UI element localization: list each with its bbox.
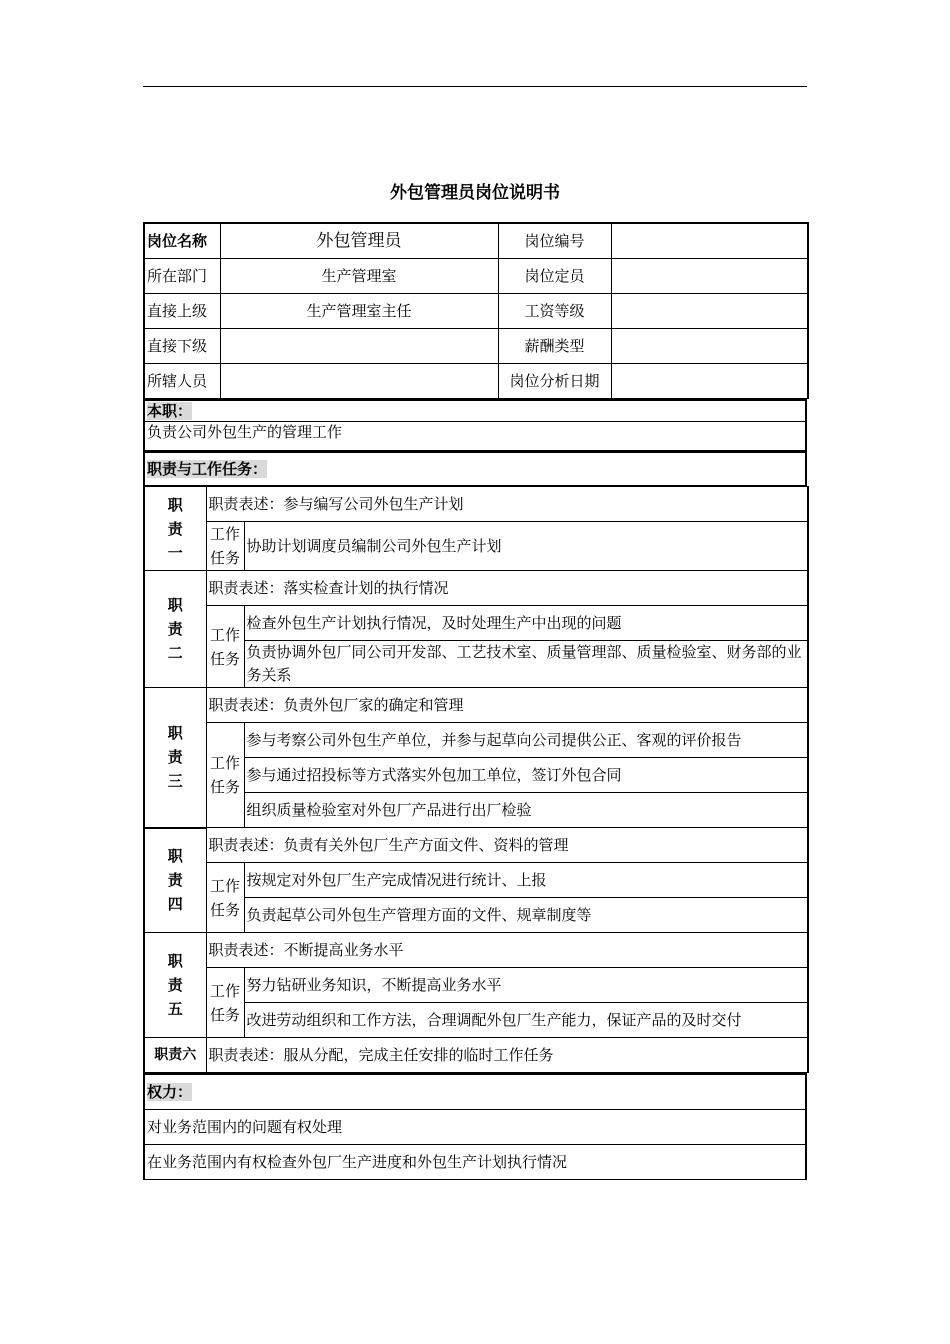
duty-2-task-1: 检查外包生产计划执行情况，及时处理生产中出现的问题 [244, 606, 808, 641]
duty-4-label: 职 责 四 [144, 828, 206, 933]
label-department: 所在部门 [144, 259, 220, 294]
duty-6-label: 职责六 [144, 1038, 206, 1073]
duty-2-task-label: 工作 任务 [206, 606, 244, 688]
power-item-2: 在业务范围内有权检查外包厂生产进度和外包生产计划执行情况 [144, 1145, 806, 1180]
duty-4-task-label: 工作 任务 [206, 863, 244, 933]
label-staffing: 岗位定员 [498, 259, 611, 294]
duty-1-label: 职 责 一 [144, 487, 206, 571]
label-superior: 直接上级 [144, 294, 220, 329]
duty-4-desc: 职责表述：负责有关外包厂生产方面文件、资料的管理 [206, 828, 808, 863]
duty-5-task-1: 努力钻研业务知识，不断提高业务水平 [244, 968, 808, 1003]
duty-2-label: 职 责 二 [144, 571, 206, 688]
value-staff-under [220, 364, 498, 399]
job-description-form [143, 222, 807, 1180]
duty-2-desc: 职责表述：落实检查计划的执行情况 [206, 571, 808, 606]
info-table [143, 222, 809, 399]
value-department: 生产管理室 [220, 259, 498, 294]
duty-3-task-2: 参与通过招投标等方式落实外包加工单位，签订外包合同 [244, 758, 808, 793]
main-duty-section [143, 399, 807, 451]
value-post-name: 外包管理员 [220, 223, 498, 259]
duty-3-task-label: 工作 任务 [206, 723, 244, 828]
power-item-1: 对业务范围内的问题有权处理 [144, 1110, 806, 1145]
duty-5-label: 职 责 五 [144, 933, 206, 1038]
value-post-code [611, 223, 808, 259]
label-wage-grade: 工资等级 [498, 294, 611, 329]
header-rule [143, 86, 807, 87]
value-wage-grade [611, 294, 808, 329]
label-analysis-date: 岗位分析日期 [498, 364, 611, 399]
value-pay-type [611, 329, 808, 364]
page-title: 外包管理员岗位说明书 [390, 183, 560, 203]
label-post-code: 岗位编号 [498, 223, 611, 259]
duty-2-task-2: 负责协调外包厂同公司开发部、工艺技术室、质量管理部、质量检验室、财务部的业务关系 [244, 641, 808, 688]
duty-1-desc: 职责表述：参与编写公司外包生产计划 [206, 487, 808, 522]
value-analysis-date [611, 364, 808, 399]
label-pay-type: 薪酬类型 [498, 329, 611, 364]
value-staffing [611, 259, 808, 294]
duty-1-task-1: 协助计划调度员编制公司外包生产计划 [244, 522, 808, 571]
duties-table [143, 486, 809, 1073]
duty-5-task-label: 工作 任务 [206, 968, 244, 1038]
duty-1-task-label: 工作 任务 [206, 522, 244, 571]
duty-5-task-2: 改进劳动组织和工作方法，合理调配外包厂生产能力，保证产品的及时交付 [244, 1003, 808, 1038]
value-superior: 生产管理室主任 [220, 294, 498, 329]
tasks-header-section [143, 451, 807, 486]
duty-4-task-2: 负责起草公司外包生产管理方面的文件、规章制度等 [244, 898, 808, 933]
duty-4-task-1: 按规定对外包厂生产完成情况进行统计、上报 [244, 863, 808, 898]
value-subordinate [220, 329, 498, 364]
duty-5-desc: 职责表述：不断提高业务水平 [206, 933, 808, 968]
power-header: 权力： [147, 1083, 193, 1101]
power-section [143, 1073, 807, 1180]
duty-3-task-1: 参与考察公司外包生产单位，并参与起草向公司提供公正、客观的评价报告 [244, 723, 808, 758]
main-duty-text: 负责公司外包生产的管理工作 [144, 422, 806, 451]
main-duty-label: 本职： [147, 402, 193, 420]
duty-3-desc: 职责表述：负责外包厂家的确定和管理 [206, 688, 808, 723]
label-staff-under: 所辖人员 [144, 364, 220, 399]
label-subordinate: 直接下级 [144, 329, 220, 364]
label-post-name: 岗位名称 [144, 223, 220, 259]
duty-3-task-3: 组织质量检验室对外包厂产品进行出厂检验 [244, 793, 808, 828]
tasks-header: 职责与工作任务： [147, 460, 268, 478]
duty-3-label: 职 责 三 [144, 688, 206, 828]
duty-6-desc: 职责表述：服从分配，完成主任安排的临时工作任务 [206, 1038, 808, 1073]
